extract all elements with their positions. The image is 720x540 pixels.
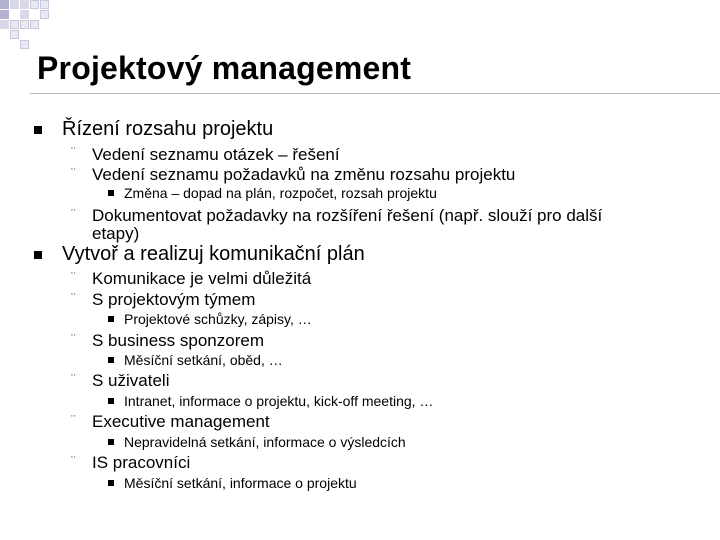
open-square-bullet-icon: ¨ [71,371,76,387]
list-item: Executive management [92,412,270,431]
list-item-continuation: etapy) [92,224,140,243]
list-item: S business sponzorem [92,331,264,350]
list-item: IS pracovníci [92,453,191,472]
section-heading: Vytvoř a realizuj komunikační plán [62,243,365,265]
small-square-bullet-icon [108,439,114,445]
slide-title: Projektový management [37,50,412,86]
list-item: S projektovým týmem [92,290,256,309]
section-heading: Řízení rozsahu projektu [62,118,274,140]
list-item: Komunikace je velmi důležitá [92,269,312,288]
sub-list-item: Nepravidelná setkání, informace o výsledcích [124,434,406,450]
small-square-bullet-icon [108,357,114,363]
open-square-bullet-icon: ¨ [71,144,76,160]
list-item: Dokumentovat požadavky na rozšíření řešení (např. slouží pro další [92,206,603,225]
square-bullet-icon [34,251,42,259]
sub-list-item: Změna – dopad na plán, rozpočet, rozsah projektu [124,185,437,201]
sub-list-item: Měsíční setkání, informace o projektu [124,475,357,491]
square-bullet-icon [34,126,42,134]
small-square-bullet-icon [108,316,114,322]
open-square-bullet-icon: ¨ [71,453,76,469]
small-square-bullet-icon [108,480,114,486]
sub-list-item: Projektové schůzky, zápisy, … [124,311,312,327]
sub-list-item: Měsíční setkání, oběd, … [124,352,283,368]
title-underline [30,93,720,94]
small-square-bullet-icon [108,190,114,196]
list-item: S uživateli [92,371,170,390]
small-square-bullet-icon [108,398,114,404]
open-square-bullet-icon: ¨ [71,269,76,285]
sub-list-item: Intranet, informace o projektu, kick-off meeting, … [124,393,434,409]
list-item: Vedení seznamu požadavků na změnu rozsahu projektu [92,165,516,184]
list-item: Vedení seznamu otázek – řešení [92,145,340,164]
open-square-bullet-icon: ¨ [71,290,76,306]
open-square-bullet-icon: ¨ [71,412,76,428]
open-square-bullet-icon: ¨ [71,206,76,222]
open-square-bullet-icon: ¨ [71,331,76,347]
open-square-bullet-icon: ¨ [71,165,76,181]
